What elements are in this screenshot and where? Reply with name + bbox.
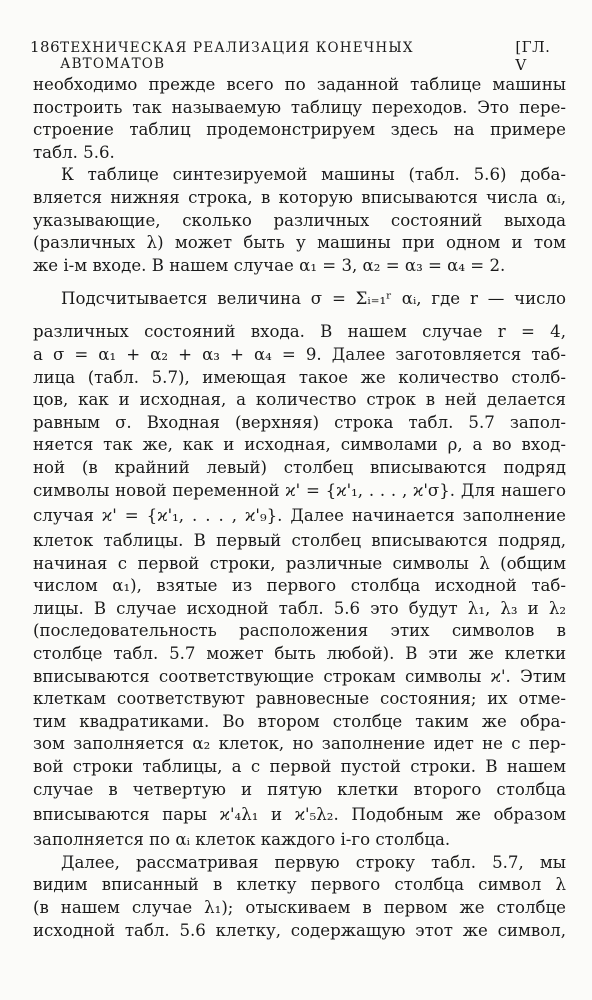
chapter-marker: [ГЛ. V <box>515 38 551 74</box>
text-line: указывающие, сколько различных состояний выхода <box>33 210 566 230</box>
text-line: зом заполняется α₂ клеток, но заполнение идет не с пер- <box>33 734 566 754</box>
text-line: ной (в крайний левый) столбец вписываются подряд <box>33 457 566 477</box>
text-line: начиная с первой строки, различные символы λ (общим <box>33 553 566 573</box>
page-body <box>33 74 566 942</box>
text-line: цов, как и исходная, а количество строк в ней делается <box>33 390 566 410</box>
text-line: столбце табл. 5.7 может быть любой). В эти же клетки <box>33 644 566 664</box>
text-line: же i-м входе. В нашем случае α₁ = 3, α₂ = α₃ = α₄ = 2. <box>33 255 506 275</box>
text-line: няется так же, как и исходная, символами ρ, а во вход- <box>33 435 566 455</box>
text-line: лица (табл. 5.7), имеющая такое же количество столб- <box>33 367 566 387</box>
text-line: тим квадратиками. Во втором столбце таким же обра- <box>33 711 566 731</box>
text-line: вписываются пары ϰ'₄λ₁ и ϰ'₅λ₂. Подобным же образом <box>33 805 566 825</box>
text-line: строение таблиц продемонстрируем здесь на примере <box>33 120 566 140</box>
text-line: вписываются соответствующие строкам символы ϰ'. Этим <box>33 666 566 686</box>
text-line: различных состояний входа. В нашем случае r = 4, <box>33 322 566 342</box>
text-line: случая ϰ' = {ϰ'₁, . . . , ϰ'₉}. Далее начинается заполнение <box>33 506 566 526</box>
text-line: числом α₁), взятые из первого столбца исходной таб- <box>33 576 566 596</box>
text-line: видим вписанный в клетку первого столбца символ λ <box>33 875 566 895</box>
paragraph-3 <box>33 277 566 851</box>
text-line: (различных λ) может быть у машины при одном и том <box>33 233 566 253</box>
text-line: вляется нижняя строка, в которую вписываются числа αᵢ, <box>33 187 566 207</box>
text-line: символы новой переменной ϰ' = {ϰ'₁, . . . , ϰ'σ}. Для нашего <box>33 480 566 500</box>
text-line-formula: Подсчитывается величина σ = Σᵢ₌₁ʳ αᵢ, где r — число <box>61 289 566 309</box>
text-line: лицы. В случае исходной табл. 5.6 это будут λ₁, λ₃ и λ₂ <box>33 598 566 618</box>
text-line: исходной табл. 5.6 клетку, содержащую этот же символ, <box>33 920 566 940</box>
page-number: 186 <box>30 38 61 56</box>
text-line: заполняется по αᵢ клеток каждого i-го столбца. <box>33 830 451 850</box>
text-line: а σ = α₁ + α₂ + α₃ + α₄ = 9. Далее заготовляется таб- <box>33 344 566 364</box>
text-line: построить так называемую таблицу переходов. Это пере- <box>33 97 566 117</box>
text-line: клеток таблицы. В первый столбец вписываются подряд, <box>33 531 566 551</box>
text-line: (последовательность расположения этих символов в <box>33 621 566 641</box>
paragraph-4 <box>33 852 566 942</box>
text-line: клеткам соответствуют равновесные состояния; их отме- <box>33 689 566 709</box>
text-line: необходимо прежде всего по заданной таблице машины <box>33 75 566 94</box>
text-line: равным σ. Входная (верхняя) строка табл. 5.7 запол- <box>33 412 566 432</box>
running-header <box>30 38 566 74</box>
text-line: случае в четвертую и пятую клетки второго столбца <box>33 779 566 799</box>
text-line: (в нашем случае λ₁); отыскиваем в первом же столбце <box>33 898 566 917</box>
text-line: табл. 5.6. <box>33 142 115 162</box>
text-line: К таблице синтезируемой машины (табл. 5.6) доба- <box>61 165 566 185</box>
paragraph-2 <box>33 164 566 277</box>
text-line: Далее, рассматривая первую строку табл. 5.7, мы <box>61 852 566 872</box>
running-title: ТЕХНИЧЕСКАЯ РЕАЛИЗАЦИЯ КОНЕЧНЫХ АВТОМАТОВ <box>60 40 414 72</box>
paragraph-1 <box>33 74 566 164</box>
text-line: вой строки таблицы, а с первой пустой строки. В нашем <box>33 757 566 777</box>
